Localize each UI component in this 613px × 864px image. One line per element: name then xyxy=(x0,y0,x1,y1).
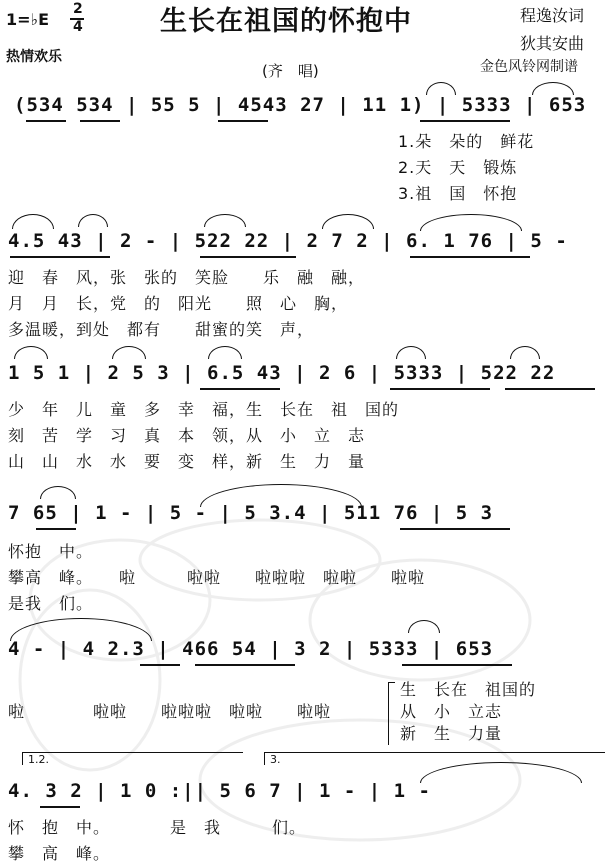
row-1-beam xyxy=(420,120,510,122)
slur-arc xyxy=(204,214,246,227)
row-5-lyric-verse-3: 新 生 力量 xyxy=(400,724,503,743)
volta-1-label: 1.2. xyxy=(28,753,49,766)
row-5-lyric-lala: 啦 啦啦 啦啦啦 啦啦 啦啦 xyxy=(8,702,332,721)
producer-credit: 金色风铃网制谱 xyxy=(480,59,578,75)
row-6-lyric-verse-2: 攀 高 峰。 xyxy=(8,844,111,863)
row-5-notes: 4 - | 4 2.3 | 466 54 | 3 2 | 5333 | 653 xyxy=(8,638,494,660)
volta-bracket-2 xyxy=(264,752,605,765)
slur-arc xyxy=(12,214,54,229)
row-2-beam xyxy=(200,256,296,258)
row-1-lyric-verse-3: 3.祖 国 怀抱 xyxy=(398,184,518,203)
slur-arc xyxy=(322,214,374,229)
tie-arc xyxy=(532,82,574,95)
slur-arc xyxy=(408,620,440,633)
slur-arc xyxy=(78,214,108,227)
row-6-beam xyxy=(40,806,80,808)
row-5-beam xyxy=(195,664,295,666)
row-5-lyric-verse-1: 生 长在 祖国的 xyxy=(400,680,537,699)
row-1-beam xyxy=(80,120,120,122)
row-1-lyric-verse-2: 2.天 天 锻炼 xyxy=(398,158,518,177)
song-title: 生长在祖国的怀抱中 xyxy=(160,6,412,37)
row-3-lyric-verse-2: 刻 苦 学 习 真 本 领，从 小 立 志 xyxy=(8,426,366,445)
time-sig-top: 2 xyxy=(73,1,83,17)
row-6-notes: 4. 3 2 | 1 0 :|| 5 6 7 | 1 - | 1 - xyxy=(8,780,431,802)
row-2-notes: 4.5 43 | 2 - | 522 22 | 2 7 2 | 6. 1 76 | 5 - xyxy=(8,230,568,252)
row-5-lyric-verse-2: 从 小 立志 xyxy=(400,702,503,721)
performance-marking: (齐 唱) xyxy=(262,62,319,80)
row-3-lyric-verse-1: 少 年 儿 童 多 幸 福，生 长在 祖 国的 xyxy=(8,400,400,419)
volta-bracket-1 xyxy=(22,752,243,765)
composer-credit: 狄其安曲 xyxy=(520,34,585,53)
row-4-lyric-verse-1: 怀抱 中。 xyxy=(8,542,94,561)
row-1-lyric-verse-1: 1.朵 朵的 鲜花 xyxy=(398,132,535,151)
volta-2-label: 3. xyxy=(270,753,281,766)
row-3-beam xyxy=(390,388,490,390)
row-1-beam xyxy=(218,120,268,122)
row-2-lyric-verse-2: 月 月 长，党 的 阳光 照 心 胸， xyxy=(8,294,349,313)
time-sig-bottom: 4 xyxy=(73,19,83,35)
verse-bracket xyxy=(388,682,395,745)
slur-arc xyxy=(14,346,48,359)
row-5-beam xyxy=(140,664,180,666)
row-2-beam xyxy=(10,256,110,258)
row-4-beam xyxy=(36,528,76,530)
key-signature: 1=♭E xyxy=(6,10,50,29)
flower-watermark-image xyxy=(0,480,613,864)
row-3-lyric-verse-3: 山 山 水 水 要 变 样，新 生 力 量 xyxy=(8,452,366,471)
slur-arc xyxy=(208,346,242,359)
slur-arc xyxy=(420,214,522,231)
row-4-beam xyxy=(400,528,510,530)
slur-arc xyxy=(396,346,426,359)
row-4-notes: 7 65 | 1 - | 5 - | 5 3.4 | 511 76 | 5 3 xyxy=(8,502,494,524)
row-5-beam xyxy=(402,664,512,666)
slur-arc xyxy=(510,346,540,359)
slur-arc xyxy=(200,484,362,507)
row-4-lyric-verse-3: 是我 们。 xyxy=(8,594,94,613)
row-3-beam xyxy=(505,388,595,390)
tie-arc xyxy=(420,762,582,783)
row-1-notes: (534 534 | 55 5 | 4543 27 | 11 1) | 5333 | 653 xyxy=(14,94,587,116)
tempo-marking: 热情欢乐 xyxy=(6,49,62,65)
slur-arc xyxy=(112,346,146,359)
row-6-lyric-verse-1: 怀 抱 中。 是 我 们。 xyxy=(8,818,307,837)
slur-arc xyxy=(40,486,76,499)
row-3-notes: 1 5 1 | 2 5 3 | 6.5 43 | 2 6 | 5333 | 522 22 xyxy=(8,362,556,384)
row-1-beam xyxy=(26,120,66,122)
row-2-lyric-verse-1: 迎 春 风，张 张的 笑脸 乐 融 融， xyxy=(8,268,366,287)
tie-arc xyxy=(10,618,152,641)
row-4-lyric-verse-2: 攀高 峰。 啦 啦啦 啦啦啦 啦啦 啦啦 xyxy=(8,568,426,587)
row-2-beam xyxy=(410,256,530,258)
row-3-beam xyxy=(200,388,280,390)
row-2-lyric-verse-3: 多温暖，到处 都有 甜蜜的笑 声， xyxy=(8,320,315,339)
tie-arc xyxy=(426,82,456,95)
lyricist-credit: 程逸汝词 xyxy=(520,6,585,25)
